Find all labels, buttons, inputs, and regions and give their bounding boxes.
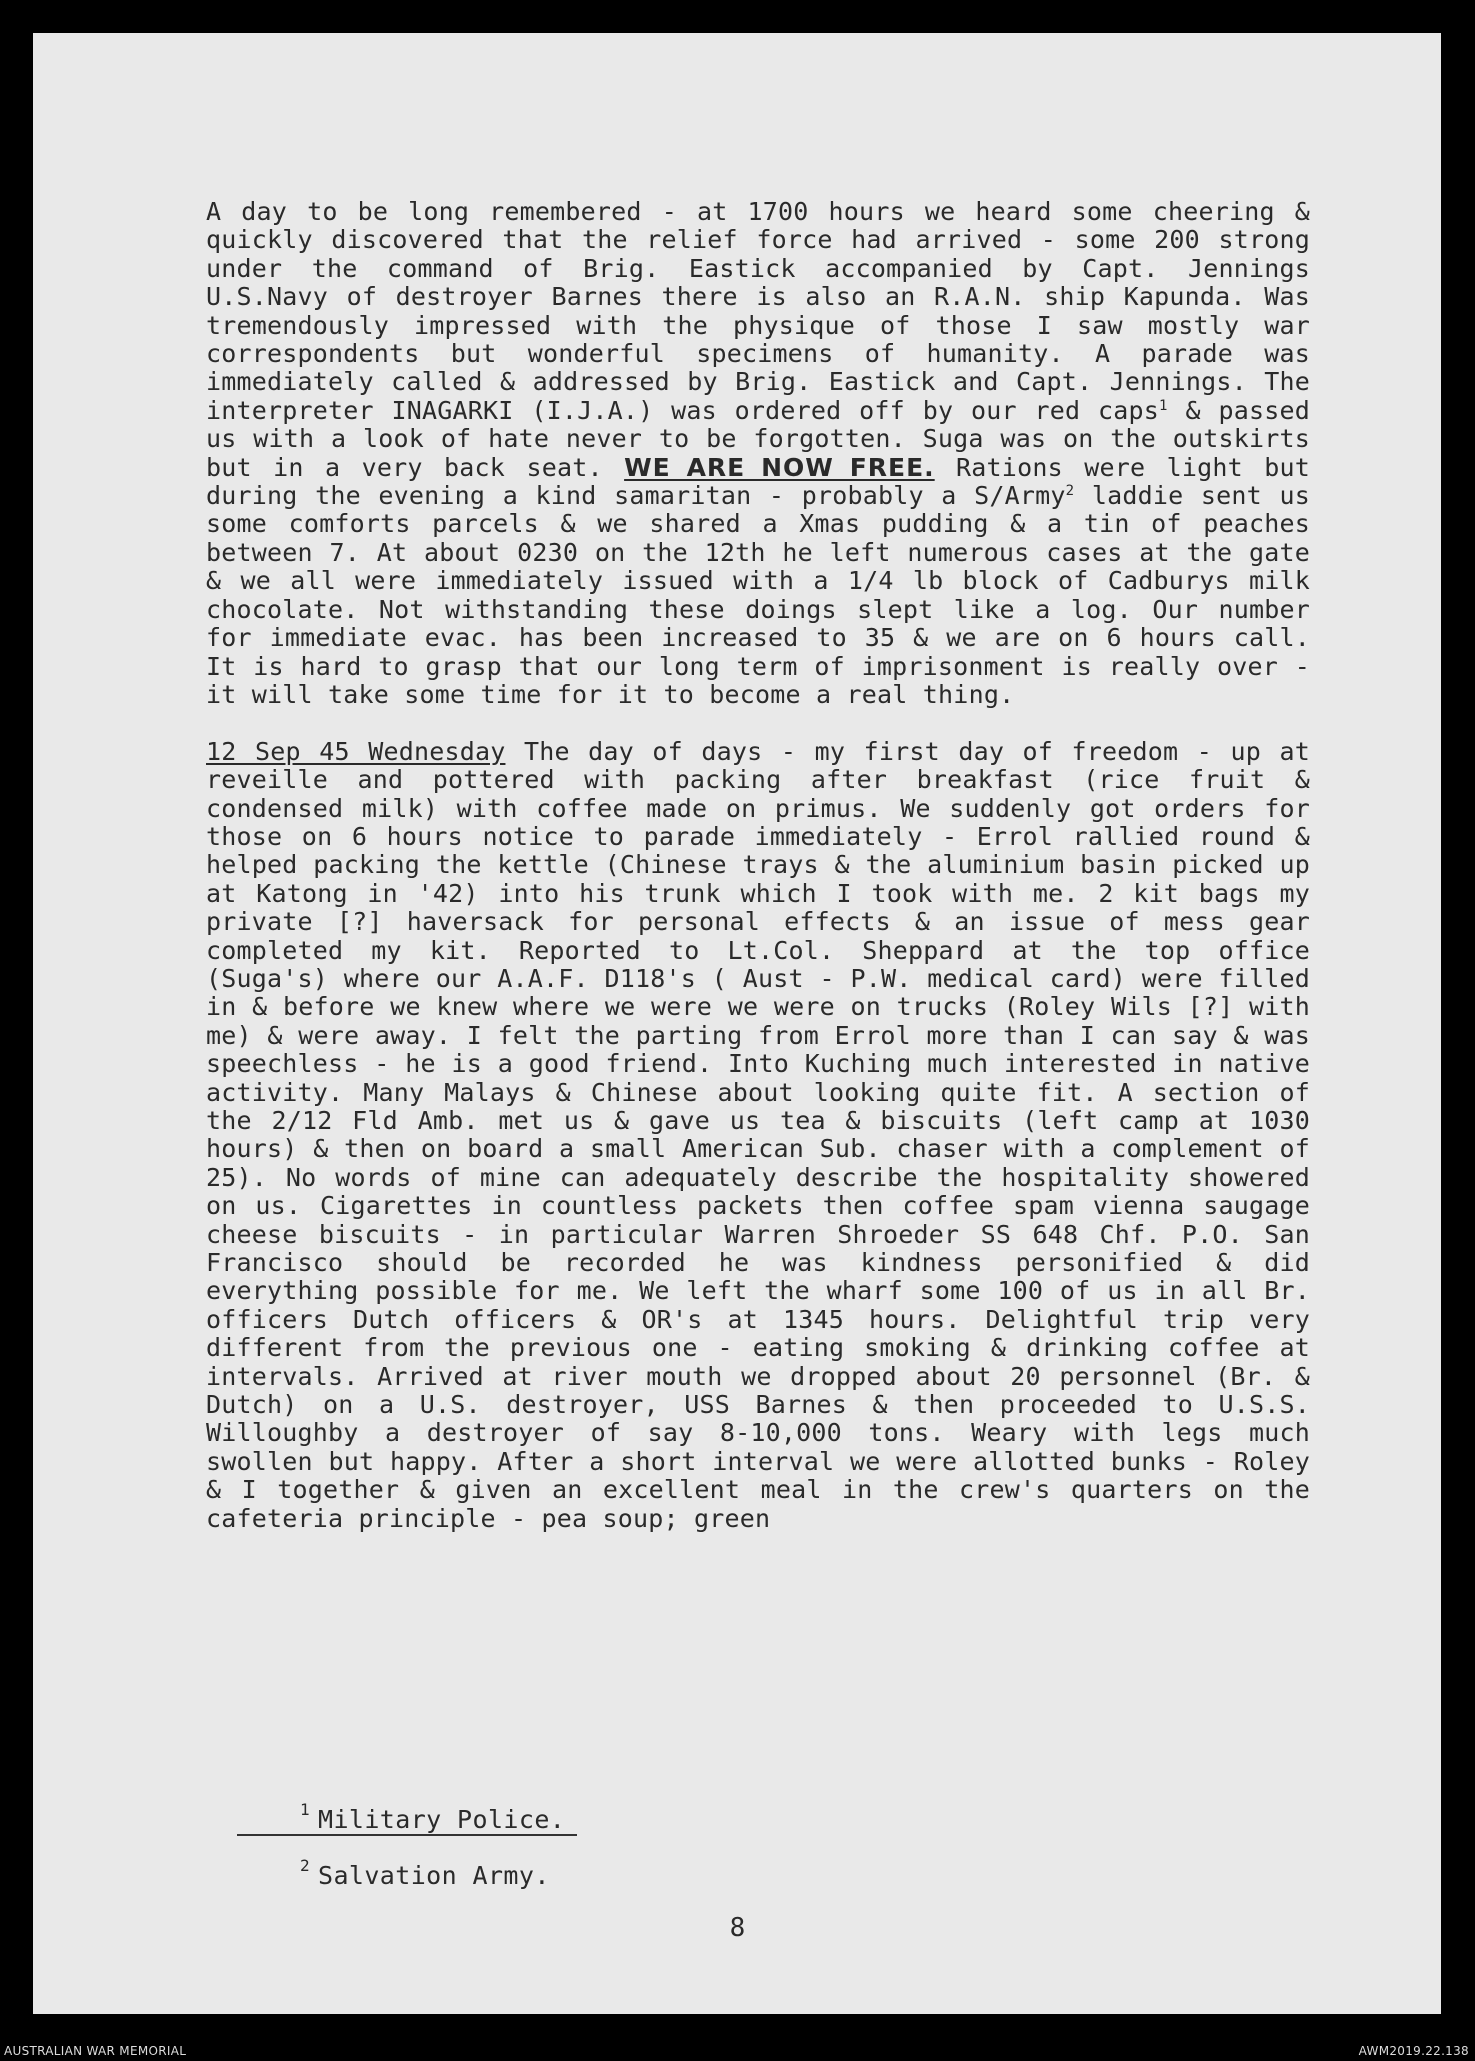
footnote-number: 1 (300, 1800, 311, 1819)
paragraph-text: A day to be long remembered - at 1700 hours we heard some cheering & quickly discovered that the relief force had arrived - some 200 strong under the command of Brig. Eastick accompanied by Capt. Jennings U.S.Navy of destroyer Barnes there is also an R.A.N. ship Kapunda. Was tremendously impressed with the physique of those I saw mostly war correspondents but wonderful specimens of humanity. A parade was immediately called & addressed by Brig. Eastick and Capt. Jennings. The interpreter INAGARKI (I.J.A.) was ordered off by our red caps (206, 197, 1310, 425)
archive-credit: AUSTRALIAN WAR MEMORIAL (4, 2044, 187, 2058)
footnote-1 (300, 1800, 566, 1835)
page-number: 8 (729, 1913, 746, 1943)
footnote-ref-2: 2 (1065, 483, 1075, 500)
footnote-ref-1: 1 (1159, 397, 1168, 414)
paragraph-text: laddie sent us some comforts parcels & we shared a Xmas pudding & a tin of peaches between 7. At about 0230 on the 12th he left numerous cases at the gate & we all were immediately issued with a 1/4 lb block of Cadburys milk chocolate. Not withstanding these doings slept like a log. Our number for immediate evac. has been increased to 35 & we are on 6 hours call. It is hard to grasp that our long term of imprisonment is really over - it will take some time for it to become a real thing. (206, 481, 1310, 709)
paragraph-text: & passed us with a look of hate never to be forgotten. Suga was on the outskirts but in a very back seat. (206, 395, 1310, 482)
footnote-text: Military Police. (318, 1805, 566, 1834)
footnote-number: 2 (300, 1856, 311, 1875)
diary-body (206, 198, 1310, 1533)
emphasis-heading: WE ARE NOW FREE. (624, 452, 935, 482)
paragraph-text: The day of days - my first day of freedom - up at reveille and pottered with packing after breakfast (rice fruit & condensed milk) with coffee made on primus. We suddenly got orders for those on 6 hours notice to parade immediately - Errol rallied round & helped packing the kettle (Chinese trays & the aluminium basin picked up at Katong in '42) into his trunk which I took with me. 2 kit bags my private [?] haversack for personal effects & an issue of mess gear completed my kit. Reported to Lt.Col. Sheppard at the top office (Suga's) where our A.A.F. D118's ( Aust - P.W. medical card) were filled in & before we knew where we were we were on trucks (Roley Wils [?] with me) & were away. I felt the parting from Errol more than I can say & was speechless - he is a good friend. Into Kuching much interested in native activity. Many Malays & Chinese about looking quite fit. A section of the 2/12 Fld Amb. met us & gave us tea & biscuits (left camp at 1030 hours) & then on board a small American Sub. chaser with a complement of 25). No words of mine can adequately describe the hospitality showered on us. Cigarettes in countless packets then coffee spam vienna saugage cheese biscuits - in particular Warren Shroeder SS 648 Chf. P.O. San Francisco should be recorded he was kindness personified & did everything possible for me. We left the wharf some 100 of us in all Br. officers Dutch officers & OR's at 1345 hours. Delightful trip very different from the previous one - eating smoking & drinking coffee at intervals. Arrived at river mouth we dropped about 20 personnel (Br. & Dutch) on a U.S. destroyer, USS Barnes & then proceeded to U.S.S. Willoughby a destroyer of say 8-10,000 tons. Weary with legs much swollen but happy. After a short interval we were allotted bunks - Roley & I together & given an excellent meal in the crew's quarters on the cafeteria principle - pea soup; green (206, 736, 1310, 1533)
paragraph-text: Rations were light but during the evening a kind samaritan - probably a S/Army (206, 452, 1310, 511)
entry-date: 12 Sep 45 Wednesday (206, 736, 506, 766)
diary-paragraph-11-sep (206, 198, 1310, 709)
footnote-text: Salvation Army. (318, 1861, 550, 1890)
diary-paragraph-12-sep (206, 738, 1310, 1533)
archive-reference: AWM2019.22.138 (1358, 2044, 1469, 2058)
footnote-2 (300, 1856, 550, 1891)
